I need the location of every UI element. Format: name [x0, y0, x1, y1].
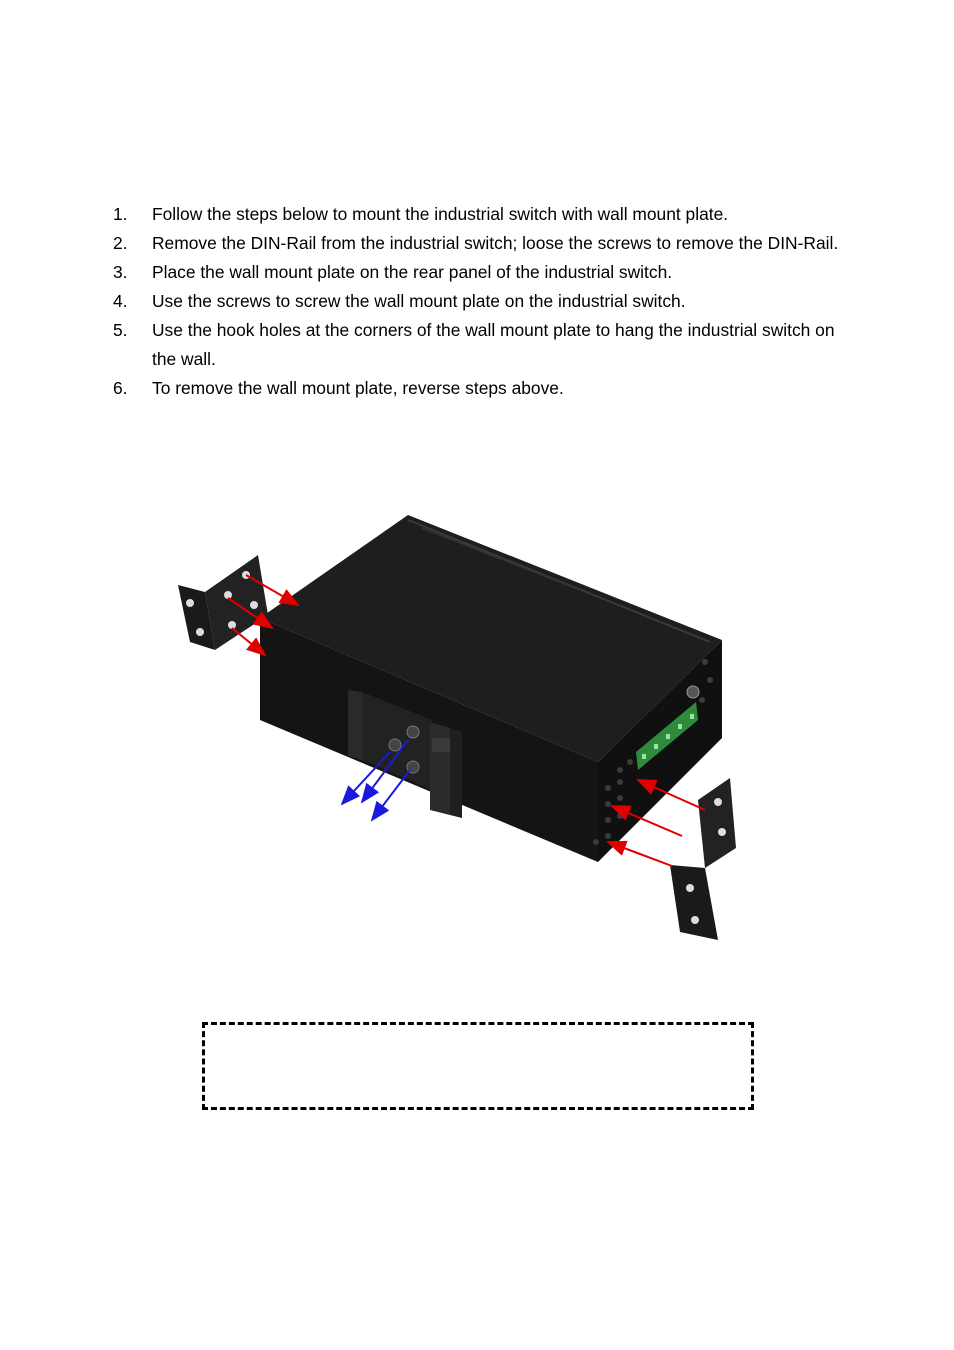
wall-mount-plate-right: [670, 778, 736, 940]
instruction-list: [0, 200, 954, 403]
wall-mount-plate-left: [178, 555, 268, 650]
step-number: 4.: [113, 291, 128, 311]
step-number: 3.: [113, 262, 128, 282]
step-3: [0, 258, 954, 287]
ground-screw-icon: [687, 686, 699, 698]
step-2: [0, 229, 954, 258]
step-text: Use the hook holes at the corners of the wall mount plate to hang the industrial switch on the wall.: [152, 320, 835, 369]
step-5: [0, 316, 954, 374]
step-text: Use the screws to screw the wall mount plate on the industrial switch.: [152, 291, 686, 311]
wall-mount-illustration: [150, 470, 800, 970]
step-text: Place the wall mount plate on the rear panel of the industrial switch.: [152, 262, 673, 282]
step-number: 1.: [113, 204, 128, 224]
step-6: [0, 374, 954, 403]
note-box: [202, 1022, 754, 1110]
step-text: To remove the wall mount plate, reverse steps above.: [152, 378, 564, 398]
step-1: [0, 200, 954, 229]
step-4: [0, 287, 954, 316]
step-number: 6.: [113, 378, 128, 398]
step-number: 2.: [113, 233, 128, 253]
step-text: Follow the steps below to mount the industrial switch with wall mount plate.: [152, 204, 729, 224]
step-number: 5.: [113, 320, 128, 340]
step-text: Remove the DIN-Rail from the industrial switch; loose the screws to remove the DIN-Rail.: [152, 233, 839, 253]
